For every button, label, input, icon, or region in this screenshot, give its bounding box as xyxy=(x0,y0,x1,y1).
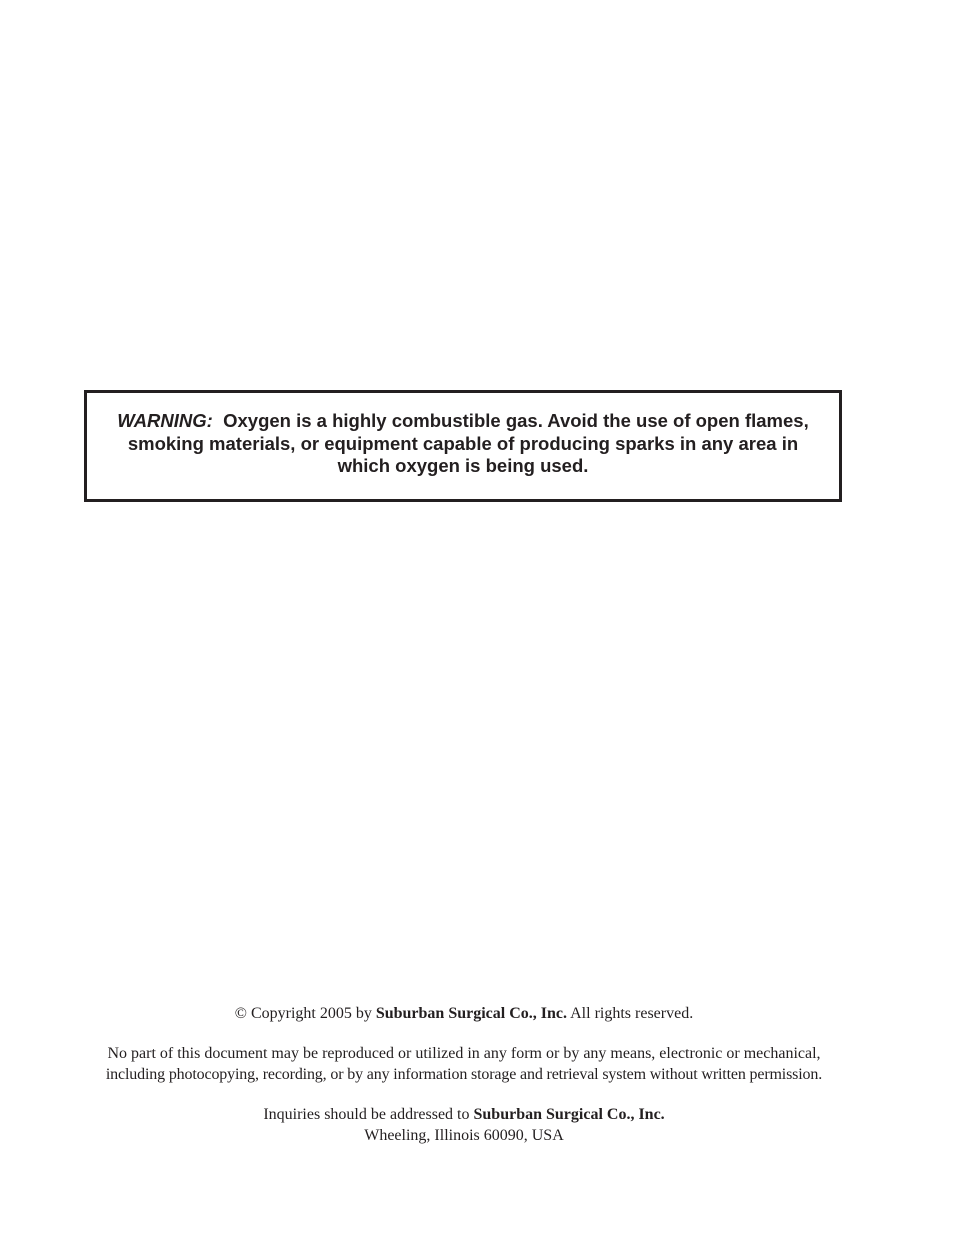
inquiries-address: Wheeling, Illinois 60090, USA xyxy=(364,1127,564,1144)
footer xyxy=(0,1003,928,1146)
inquiries-company: Suburban Surgical Co., Inc. xyxy=(473,1106,665,1123)
copyright-suffix: All rights reserved. xyxy=(570,1005,694,1022)
warning-label: WARNING: xyxy=(117,410,213,432)
warning-message: Oxygen is a highly combustible gas. Avoid the use of open flames, smoking materials, or equipment capable of producing sparks in any area in which oxygen is being used. xyxy=(127,410,809,477)
warning-text xyxy=(103,410,823,478)
copyright-prefix: © Copyright 2005 by xyxy=(234,1005,372,1022)
copyright-company: Suburban Surgical Co., Inc. xyxy=(375,1005,567,1022)
reproduction-notice-line-2: including photocopying, recording, or by any information storage and retrieval system without written permission. xyxy=(105,1066,823,1083)
inquiries-line xyxy=(0,1104,928,1125)
reproduction-notice-line-1: No part of this document may be reproduced or utilized in any form or by any means, electronic or mechanical, xyxy=(107,1045,821,1062)
copyright-line xyxy=(0,1003,928,1024)
warning-box xyxy=(84,390,842,502)
inquiries-prefix: Inquiries should be addressed to xyxy=(263,1106,470,1123)
